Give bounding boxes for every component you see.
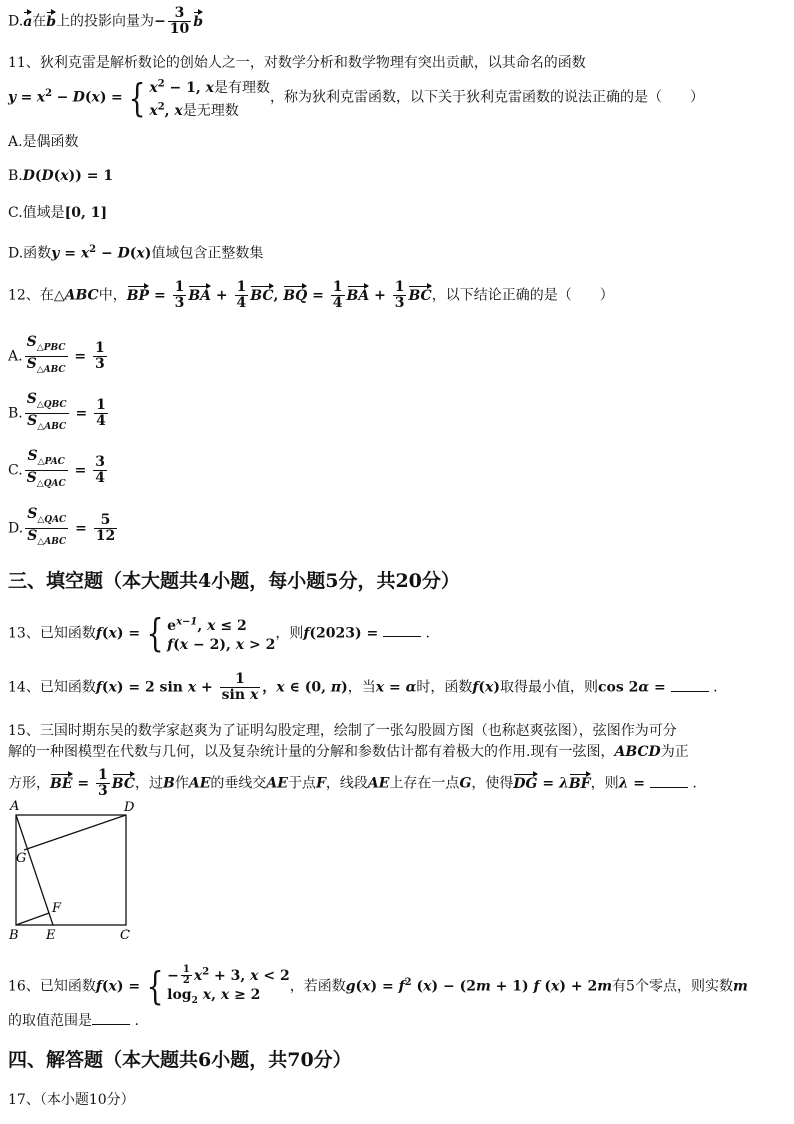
q12d-label: D.	[8, 520, 24, 537]
q11-optd-pre: D.函数	[8, 245, 52, 262]
q15-line3i: ，则	[590, 775, 619, 792]
q12a-num-sub: △PBC	[36, 342, 66, 353]
q12a-den-sub: △ABC	[36, 364, 66, 375]
q10-option-d: D.a在b上的投影向量为− $\frac{3}{10}$ b	[8, 5, 204, 37]
q16-line2: 的取值范围是 .	[8, 1013, 139, 1029]
q10d-num: 3	[168, 6, 191, 22]
q12-option-a: A. $\frac{S_{\triangle PBC}}{S_{\triangle ABC}}$ = $\frac{1}{3}$	[8, 334, 105, 375]
q12-tail: ，以下结论正确的是（ ）	[431, 287, 614, 304]
q12b-label: B.	[8, 405, 23, 422]
label-e: E	[46, 928, 56, 943]
q16-answer-blank[interactable]	[92, 1012, 130, 1025]
label-a: A	[10, 799, 20, 814]
q15-line3h: ，使得	[471, 775, 514, 792]
q10d-den: 10	[169, 21, 190, 37]
q12c-rn: 3	[95, 453, 105, 470]
q13-answer-blank[interactable]	[383, 624, 421, 637]
q15-answer-blank[interactable]	[650, 775, 688, 788]
segment-dg	[24, 815, 126, 850]
q15-line3b: ，过	[135, 775, 163, 792]
q11-line2-tail: ，称为狄利克雷函数，以下关于狄利克雷函数的说法正确的是（ ）	[269, 89, 704, 106]
q12-option-c: C. $\frac{S_{\triangle PAC}}{S_{\triangle QAC}}$ = $\frac{3}{4}$	[8, 448, 105, 489]
zhao-shuang-figure	[6, 798, 146, 943]
q15-line3: 方形，BE = $\frac{1}{3}$ BC，过B作AE的垂线交AE于点F，线段AE上存在一点G，使得DG = λBF，则λ = .	[8, 767, 697, 799]
label-c: C	[120, 928, 130, 943]
q12-option-d: D. $\frac{S_{\triangle QAC}}{S_{\triangle ABC}}$ = $\frac{5}{12}$	[8, 506, 116, 547]
q15-line2: 解的一种图模型在代数与几何，以及复杂统计量的分解和参数估计都有着极大的作用.现有一弦图，ABCD为正	[8, 744, 689, 760]
segment-bf	[16, 913, 49, 925]
q15-line3c: 作	[174, 775, 189, 792]
label-g: G	[16, 851, 27, 866]
q12c-num-sub: △PAC	[37, 456, 65, 467]
q14-t1: ，当	[347, 679, 376, 696]
q11-line2: $y = x^2 - D(x)$ = { $x^2 - 1$, x是有理数 $x^2$, x是无理数，称为狄利克雷函数，以下关于狄利克雷函数的说法正确的是（ ）	[8, 75, 704, 120]
q12a-rd: 3	[95, 355, 105, 372]
q16-line1: 16、已知函数f(x) = { − $\frac{1}{2}$ $x^2 + 3$, x < 2 $\log_2 x$, x ≥ 2，若函数$g(x) = f^2$ (x) − (2m + 1) f (x) + 2m有5个零点，则实数m	[8, 964, 748, 1009]
q11-option-c: C.值域是[0, 1]	[8, 205, 108, 221]
q11-case1: 是有理数	[213, 79, 270, 96]
q15-line3a: 方形，	[8, 775, 50, 792]
q15-line2b: 为正	[660, 744, 689, 760]
q16-pre: 16、已知函数	[8, 978, 96, 995]
q12c-rd: 4	[95, 469, 105, 486]
q12c-den-sub: △QAC	[36, 478, 66, 489]
section-4-heading: 四、解答题（本大题共6小题，共70分）	[8, 1049, 352, 1071]
q12b-rn: 1	[96, 396, 106, 413]
q12-mid: 中，	[98, 287, 127, 304]
q12d-den-sub: △ABC	[37, 536, 67, 547]
q13-tail: ，则	[275, 625, 304, 642]
q12b-den-sub: △ABC	[37, 421, 67, 432]
label-f: F	[52, 901, 62, 916]
label-d: D	[124, 800, 135, 815]
q15-line3e: 于点	[287, 775, 316, 792]
q11-optc-label: C.值域是	[8, 205, 65, 221]
q11-option-b: B.D(D(x)) = 1	[8, 168, 114, 184]
q11-option-d: D.函数$y = x^2 - D(x)$值域包含正整数集	[8, 244, 264, 262]
q12a-rn: 1	[95, 339, 105, 356]
q11-optb-label: B.	[8, 168, 23, 184]
q12d-rn: 5	[94, 513, 117, 529]
q12d-num-sub: △QAC	[37, 514, 67, 525]
q12b-num-sub: △QBC	[36, 399, 67, 410]
q13-stem: 13、已知函数f(x) = { $e^{x-1}$, x ≤ 2 f(x − 2), x > 2，则f(2023) = .	[8, 611, 430, 656]
segment-ae	[16, 815, 53, 925]
q11-case2: 是无理数	[182, 103, 239, 120]
q14-answer-blank[interactable]	[671, 679, 709, 692]
q15-line1: 15、三国时期东吴的数学家赵爽为了证明勾股定理，绘制了一张勾股圆方图（也称赵爽弦图），弦图作为可分	[8, 723, 677, 739]
q10d-text2: 上的投影向量为	[56, 13, 155, 30]
q12-option-b: B. $\frac{S_{\triangle QBC}}{S_{\triangle ABC}}$ = $\frac{1}{4}$	[8, 391, 106, 432]
section-3-heading: 三、填空题（本大题共4小题，每小题5分，共20分）	[8, 570, 460, 592]
q12d-rd: 12	[95, 527, 116, 544]
q16-t1: ，若函数	[289, 978, 346, 995]
q14-stem: 14、已知函数f(x) = 2 sin x + $\frac{1}{\text{sin x}}$ ，x ∈ (0, π)，当x = α时，函数f(x)取得最小值，则cos 2α = .	[8, 671, 718, 703]
square-abcd	[16, 815, 126, 925]
q16-t2: 有5个零点，则实数	[612, 978, 733, 995]
q15-line3g: 上存在一点	[389, 775, 460, 792]
q15-line2a: 解的一种图模型在代数与几何，以及复杂统计量的分解和参数估计都有着极大的作用.现有一弦图，	[8, 744, 615, 760]
q12a-label: A.	[8, 348, 23, 365]
q15-line3f: ，线段	[325, 775, 368, 792]
q15-line3d: 的垂线交	[210, 775, 267, 792]
q12c-label: C.	[8, 462, 23, 479]
q12b-rd: 4	[96, 412, 106, 429]
q14-t2: 时，函数	[416, 679, 473, 696]
q11-option-a: A.是偶函数	[8, 134, 79, 150]
q13-pre: 13、已知函数	[8, 625, 96, 642]
label-b: B	[9, 928, 19, 943]
q12-stem: 12、在△ABC中，BP = $\frac{1}{3}$ BA + $\frac{1}{4}$ BC, BQ = $\frac{1}{4}$ BA + $\frac{1}{3}$ BC，以下结论正确的是（ ）	[8, 279, 614, 311]
q10d-label: D.	[8, 13, 24, 30]
q16-line2-text: 的取值范围是	[8, 1013, 92, 1029]
q12-pre: 12、在△	[8, 287, 65, 304]
q11-line1: 11、狄利克雷是解析数论的创始人之一，对数学分析和数学物理有突出贡献，以其命名的函数	[8, 55, 586, 71]
q14-t3: 取得最小值，则	[500, 679, 599, 696]
q10d-text1: 在	[32, 13, 47, 30]
q11-optd-post: 值域包含正整数集	[151, 245, 264, 262]
q17-heading: 17、（本小题10分）	[8, 1092, 135, 1108]
q14-pre: 14、已知函数	[8, 679, 96, 696]
